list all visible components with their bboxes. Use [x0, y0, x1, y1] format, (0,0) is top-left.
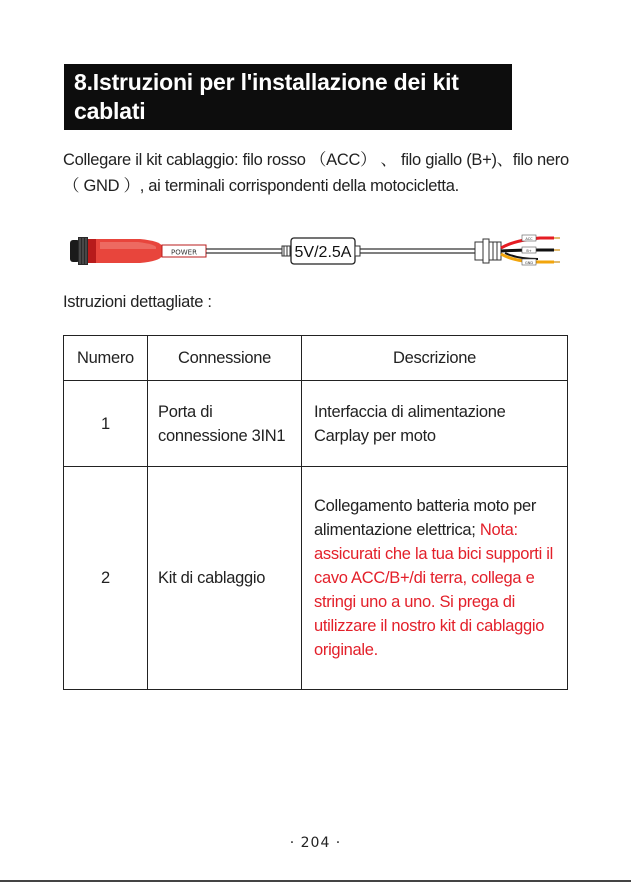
description-text: Collegamento batteria moto per alimentazione elettrica; — [314, 497, 537, 539]
rating-label: 5V/2.5A — [294, 244, 352, 261]
fuse-holder-connector — [475, 239, 501, 263]
table-header-row — [64, 336, 568, 381]
header-number: Numero — [64, 336, 148, 381]
table-row — [64, 467, 568, 690]
section-title: 8.Istruzioni per l'installazione dei kit cablati — [64, 64, 512, 130]
wire-tag-gnd: GND — [524, 261, 534, 265]
header-description: Descrizione — [302, 336, 568, 381]
row-connection: Porta di connessione 3IN1 — [148, 381, 302, 467]
row-number: 2 — [64, 467, 148, 690]
row-connection: Kit di cablaggio — [148, 467, 302, 690]
note-text: Nota: assicurati che la tua bici supporti il cavo ACC/B+/di terra, collega e stringi uno a uno. Si prega di utilizzare il nostro kit di cablaggio originale. — [314, 521, 553, 659]
row-number: 1 — [64, 381, 148, 467]
wiring-kit-illustration — [70, 226, 570, 280]
wire-tag-acc: ACC — [525, 237, 533, 241]
wire-tag-bplus: B+ — [526, 249, 532, 253]
dc-plug-connector — [70, 237, 162, 265]
row-description — [302, 381, 568, 467]
page-number: · 204 · — [289, 835, 342, 851]
detailed-instructions-label: Istruzioni dettagliate : — [63, 293, 212, 311]
power-label: POWER — [171, 248, 197, 257]
instructions-table — [63, 335, 568, 690]
row-description — [302, 467, 568, 690]
inline-ferrite — [282, 246, 290, 256]
footer-divider — [0, 880, 631, 882]
intro-paragraph: Collegare il kit cablaggio: filo rosso （ACC） 、 filo giallo (B+)、filo nero （ GND ）, ai terminali corrispondenti della motocicletta. — [63, 151, 569, 195]
table-row — [64, 381, 568, 467]
header-connection: Connessione — [148, 336, 302, 381]
description-text: Interfaccia di alimentazione Carplay per moto — [314, 402, 506, 445]
